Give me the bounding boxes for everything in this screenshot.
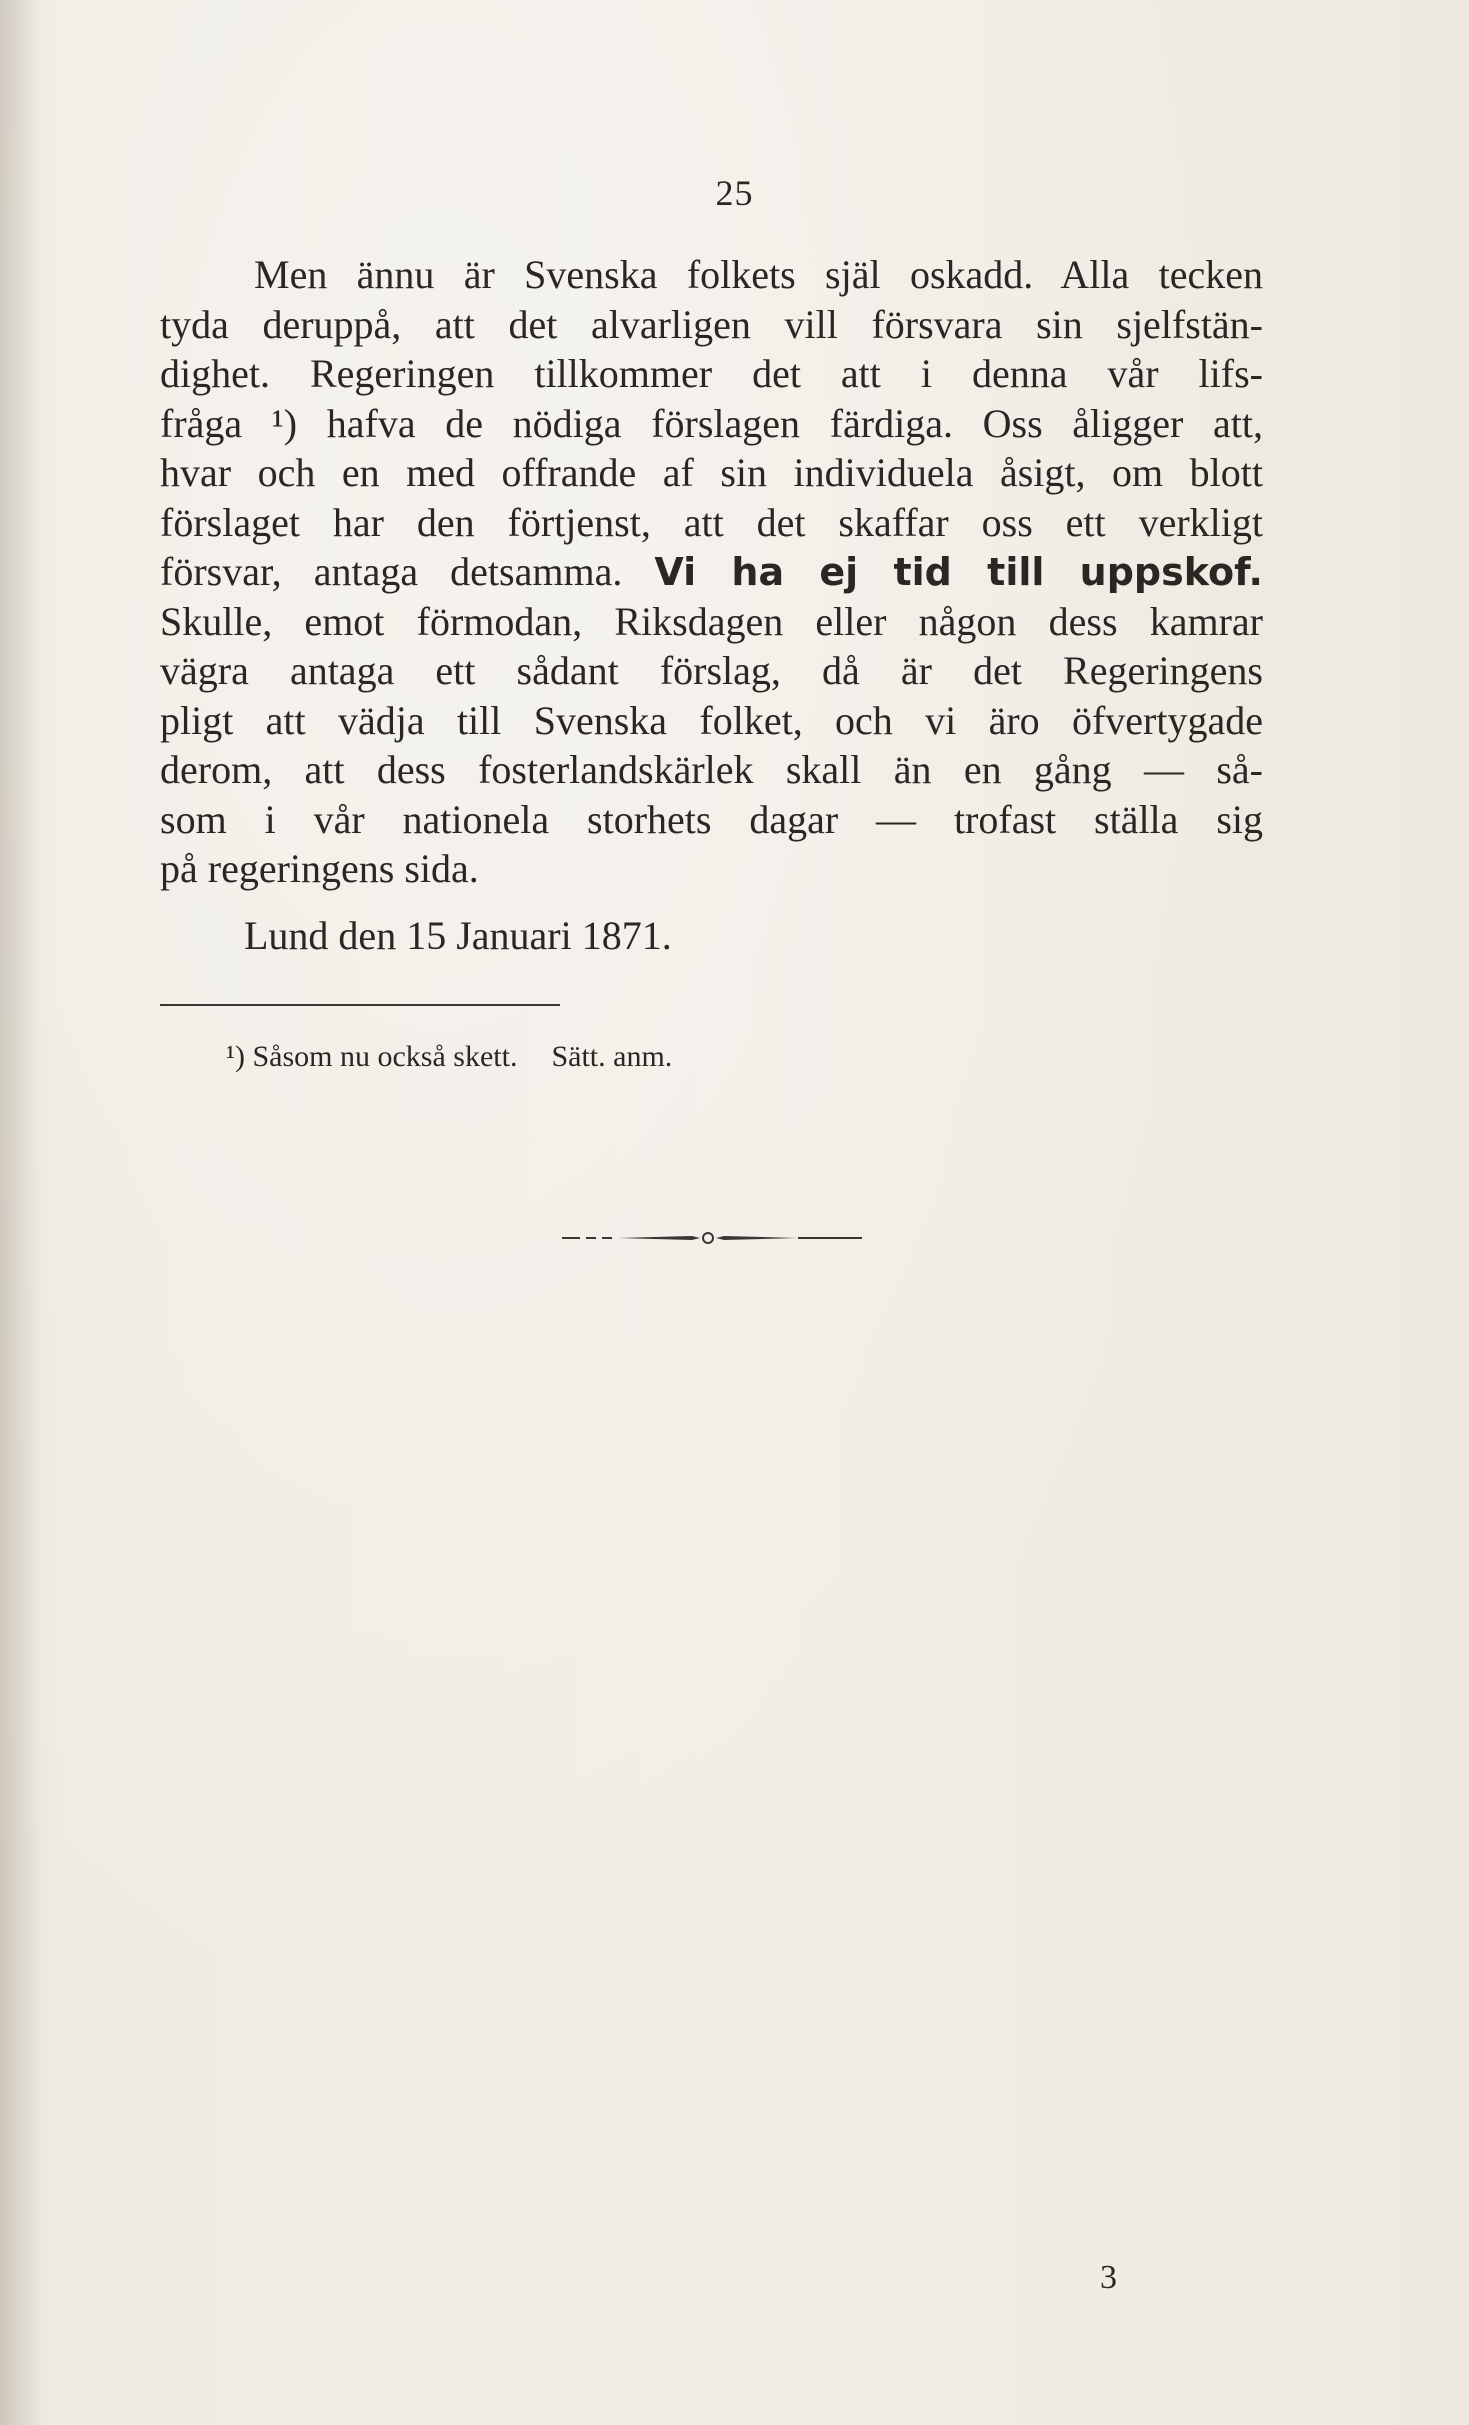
footnote-divider [160,1004,560,1006]
dateline: Lund den 15 Januari 1871. [244,913,672,958]
text-line: som i vår nationela storhets dagar — trofast ställa sig [160,796,1263,842]
text-line: förslaget har den förtjenst, att det skaffar oss ett verkligt [160,499,1263,545]
text-line: dighet. Regeringen tillkommer det att i denna vår lifs- [160,351,1263,396]
text-line: vägra antaga ett sådant förslag, då är det Regeringens [160,648,1263,693]
text-line: Skulle, emot förmodan, Riksdagen eller någon dess kamrar [160,598,1263,644]
printer-signature-mark: 3 [1100,2259,1117,2296]
text-line: på regeringens sida. [160,846,479,891]
page-number: 25 [715,173,754,213]
end-ornament-icon [562,1226,862,1250]
text-line: Men ännu är Svenska folkets själ oskadd. Alla tecken [254,252,1263,297]
page-edge-shadow [0,0,40,2425]
footnote [226,1040,672,1074]
emphasis-sentence: Vi ha ej tid till uppskof. [654,550,1263,594]
text-line: derom, att dess fosterlandskärlek skall än en gång — så- [160,747,1263,792]
footnote-attribution: Sätt. anm. [551,1040,673,1073]
text-line: fråga ¹) hafva de nödiga förslagen färdiga. Oss åligger att, [160,400,1263,446]
body-paragraph [160,250,1263,894]
text-line: pligt att vädja till Svenska folket, och vi äro öfvertygade [160,697,1263,743]
text-line: hvar och en med offrande af sin individuela åsigt, om blott [160,450,1263,495]
footnote-marker: ¹) [226,1040,245,1073]
text-fragment: försvar, antaga detsamma. [160,549,623,594]
text-line: tyda deruppå, att det alvarligen vill försvara sin sjelfstän- [160,301,1263,347]
footnote-text: Såsom nu också skett. [252,1040,518,1073]
text-line-with-emphasis [160,547,1263,597]
